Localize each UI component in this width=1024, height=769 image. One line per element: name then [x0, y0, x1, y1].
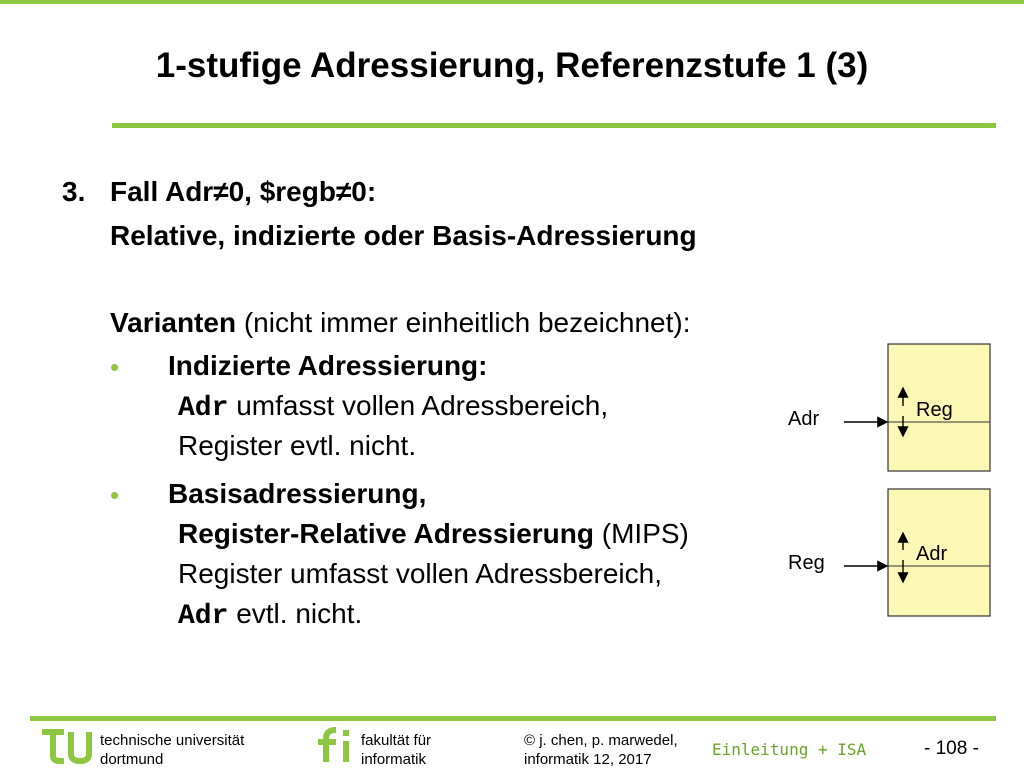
university-name [100, 731, 244, 769]
bullet2-line3-text: evtl. nicht. [228, 598, 363, 629]
bullet2-bold: Register-Relative Adressierung [178, 518, 594, 549]
bullet2-heading: Basisadressierung, [168, 478, 427, 509]
variants-note: (nicht immer einheitlich bezeichnet): [236, 307, 691, 338]
bullet1-heading: Indizierte Adressierung: [168, 350, 488, 381]
bullet1-code: Adr [178, 393, 229, 424]
slide-title: 1-stufige Adressierung, Referenzstufe 1 (3) [155, 46, 869, 85]
faculty-line-1: fakultät für [361, 732, 432, 749]
copyright-line-1: © j. chen, p. marwedel, [524, 732, 678, 749]
indexed-addressing-diagram [788, 344, 990, 471]
top-accent-rule [0, 0, 1024, 4]
bottom-box-label: Adr [916, 543, 948, 565]
case-subheading: Relative, indizierte oder Basis-Adressierung [110, 220, 697, 251]
item-number: 3. [62, 176, 86, 207]
fi-logo-icon [312, 726, 356, 764]
variants-line [110, 307, 690, 339]
bullet1-line1 [178, 390, 608, 424]
page-number: - 108 - [924, 738, 979, 759]
bullet2-line2: Register umfasst vollen Adressbereich, [178, 558, 662, 589]
title-underline [112, 123, 996, 128]
copyright-line-2: informatik 12, 2017 [524, 751, 652, 768]
university-line-2: dortmund [100, 751, 164, 768]
copyright [524, 731, 678, 769]
footer-rule [30, 716, 996, 721]
faculty-name [361, 731, 431, 769]
bullet2-code: Adr [178, 601, 229, 632]
university-line-1: technische universität [100, 732, 245, 749]
bullet1-line2: Register evtl. nicht. [178, 430, 417, 461]
tu-logo-icon [40, 726, 96, 764]
bullet2-line3 [178, 598, 362, 632]
bullet-marker-2: • [110, 480, 120, 510]
addressing-diagram [770, 338, 1000, 628]
bottom-input-label: Reg [788, 552, 825, 574]
faculty-line-2: informatik [361, 751, 427, 768]
case-heading: Fall Adr≠0, $regb≠0: [110, 176, 377, 207]
bullet-marker-1: • [110, 352, 120, 382]
bullet2-line1-text: (MIPS) [594, 518, 689, 549]
bullet2-line1 [178, 518, 689, 550]
top-box-label: Reg [916, 399, 953, 421]
bullet1-line1-text: umfasst vollen Adressbereich, [228, 390, 609, 421]
top-input-label: Adr [788, 408, 820, 430]
section-label: Einleitung + ISA [712, 740, 867, 759]
base-addressing-diagram [788, 489, 990, 616]
variants-label: Varianten [110, 307, 237, 338]
